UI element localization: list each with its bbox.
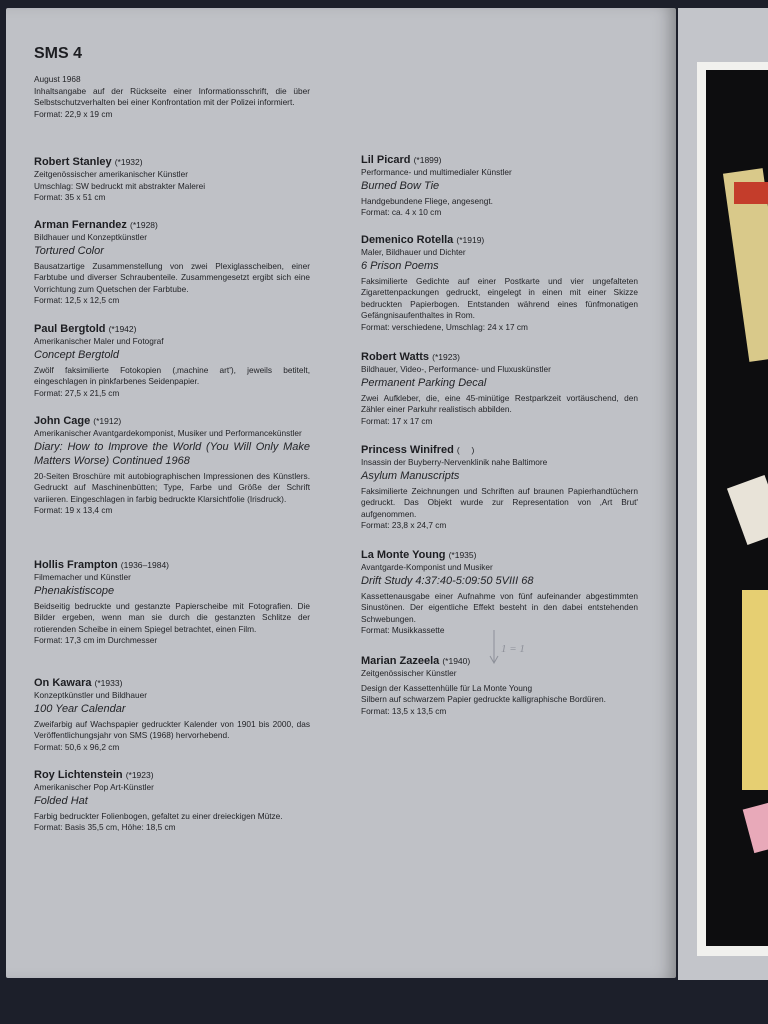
work-description: Beidseitig bedruckte und gestanzte Papierscheibe mit Fotografien. Die Bilder ergeben, wenn man sie durch die gestanzten Schlitze der rotierenden Scheibe in einem Spiegel betrachtet, einen Film.: [34, 600, 310, 634]
artist-name: On Kawara: [34, 677, 92, 689]
artist-years: (1936–1984): [120, 560, 170, 570]
work-description: Zwölf faksimilierte Fotokopien (‚machine art'), jeweils betitelt, eingeschlagen in pinkfarbenes Seidenpapier.: [34, 364, 310, 387]
work-title: Tortured Color: [34, 244, 104, 257]
artist-role: Avantgarde-Komponist und Musiker: [361, 562, 493, 572]
artist-years: (*1928): [129, 220, 158, 230]
work-title: Drift Study 4:37:40-5:09:50 5VIII 68: [361, 574, 534, 587]
header-block: [34, 74, 310, 120]
header-description: Inhaltsangabe auf der Rückseite einer Informationsschrift, die über Selbstschutzverhalten bei einer Konfrontation mit der Polizei informiert.: [34, 85, 310, 108]
work-description: Zwei Aufkleber, die, eine 45-minütige Restparkzeit vortäuschend, den Zähler einer Parkuhr realistisch abbilden.: [361, 392, 638, 415]
work-description: Zweifarbig auf Wachspapier gedruckter Kalender von 1901 bis 2000, das Veröffentlichungsjahr von SMS (1968) hervorhebend.: [34, 718, 310, 741]
work-format: Format: verschiedene, Umschlag: 24 x 17 cm: [361, 321, 528, 332]
header-date: August 1968: [34, 74, 81, 84]
work-format: Format: ca. 4 x 10 cm: [361, 207, 442, 218]
artist-name: Robert Watts: [361, 351, 430, 363]
work-format: Format: 35 x 51 cm: [34, 192, 106, 203]
artist-heading: [34, 558, 310, 572]
artist-heading: [34, 414, 310, 428]
work-description: Faksimilierte Zeichnungen und Schriften auf braunen Papierhandtüchern gedruckt. Das Objekt wurde zur Representation von ‚Art Brut' aufgenommen.: [361, 485, 638, 519]
artist-years: (*1919): [456, 235, 485, 245]
work-description: Design der Kassettenhülle für La Monte Young Silbern auf schwarzem Papier gedruckte kalligraphische Bordüren.: [361, 682, 606, 705]
artist-name: Roy Lichtenstein: [34, 769, 123, 781]
work-format: Format: Basis 35,5 cm, Höhe: 18,5 cm: [34, 822, 176, 833]
artist-years: (*1942): [108, 324, 137, 334]
work-format: Format: 23,8 x 24,7 cm: [361, 520, 447, 531]
work-description: Bausatzartige Zusammenstellung von zwei Plexiglasscheiben, einer Farbtube und diverser Schraubenteile. Zusammengesetzt ergibt sich eine Vorrichtung zum Quetschen der Farbtube.: [34, 260, 310, 294]
artist-role: Konzeptkünstler und Bildhauer: [34, 690, 148, 700]
artist-years: (*1933): [94, 678, 123, 688]
entry: [361, 443, 638, 532]
artist-role: Zeitgenössischer Künstler: [361, 668, 457, 678]
work-format: Format: 17,3 cm im Durchmesser: [34, 635, 158, 646]
artist-heading: [34, 768, 310, 782]
artist-role: Amerikanischer Pop Art-Künstler: [34, 782, 154, 792]
artist-heading: [34, 155, 310, 169]
work-format: Format: 13,5 x 13,5 cm: [361, 705, 447, 716]
work-title: Phenakistiscope: [34, 584, 115, 597]
artist-heading: [361, 443, 638, 457]
work-description: Kassettenausgabe einer Aufnahme von fünf aufeinander abgestimmten Sinustönen. Der eigentliche Effekt besteht in den dabei entstehenden Schwebungen.: [361, 590, 638, 624]
artist-heading: [34, 676, 310, 690]
photo-object-paper: [727, 475, 768, 545]
artist-role: Performance- und multimedialer Künstler: [361, 167, 512, 177]
artist-heading: [34, 218, 310, 232]
work-description: Farbig bedruckter Folienbogen, gefaltet zu einer dreieckigen Mütze.: [34, 810, 283, 821]
artist-role: Bildhauer, Video-, Performance- und Fluxuskünstler: [361, 364, 551, 374]
artist-name: La Monte Young: [361, 549, 446, 561]
artist-role: Zeitgenössischer amerikanischer Künstler: [34, 169, 189, 179]
artist-role: Amerikanischer Avantgardekomponist, Musiker und Performancekünstler: [34, 428, 302, 438]
artist-years: (*1940): [442, 656, 471, 666]
entry: [361, 350, 638, 427]
photo-object-yellow-sheet: [742, 590, 768, 790]
artist-years: (*1899): [413, 155, 442, 165]
entry: [34, 218, 310, 307]
work-description: Umschlag: SW bedruckt mit abstrakter Malerei: [34, 180, 206, 191]
work-format: Format: 12,5 x 12,5 cm: [34, 295, 120, 306]
work-format: Format: 17 x 17 cm: [361, 415, 433, 426]
artist-heading: [34, 322, 310, 336]
artist-heading: [361, 350, 638, 364]
pencil-note: 1 = 1: [501, 643, 525, 655]
work-format: Format: 27,5 x 21,5 cm: [34, 387, 120, 398]
artist-name: Paul Bergtold: [34, 323, 106, 335]
artist-heading: [361, 233, 638, 247]
artist-years: (*1923): [125, 770, 154, 780]
artwork-photo: [706, 70, 768, 946]
artist-role: Filmemacher und Künstler: [34, 572, 131, 582]
entry: [34, 558, 310, 647]
artist-role: Bildhauer und Konzeptkünstler: [34, 232, 148, 242]
pencil-annotation: [488, 628, 532, 666]
entry: [34, 414, 310, 517]
artist-years: (*1932): [114, 157, 143, 167]
work-description: 20-Seiten Broschüre mit autobiographischen Impressionen des Künstlers. Gedruckt auf Maschinenbütten; Type, Farbe und Größe der Schrift variieren. Eingeschlagen in farbig bedruckte Klarsichtfolie (Irisdruck).: [34, 470, 310, 504]
artist-role: Insassin der Buyberry-Nervenklinik nahe Baltimore: [361, 457, 548, 467]
artist-years: (*1923): [432, 352, 460, 362]
artist-name: Demenico Rotella: [361, 234, 454, 246]
artist-role: Amerikanischer Maler und Fotograf: [34, 336, 164, 346]
entry: [34, 676, 310, 753]
artist-name: Marian Zazeela: [361, 655, 440, 667]
artist-name: John Cage: [34, 415, 91, 427]
artist-name: Robert Stanley: [34, 156, 112, 168]
work-description: Faksimilierte Gedichte auf einer Postkarte und vier ungefalteten Zigarettenpackungen gedruckt, eingelegt in einen mit einer Skizze bedruckten Papierbogen. Entstanden während eines fünfmonatigen Gefängnisaufenthaltes in Rom.: [361, 275, 638, 321]
artist-years: (*1912): [93, 416, 122, 426]
work-title: Diary: How to Improve the World (You Will Only Make Matters Worse) Continued 1968: [34, 440, 310, 467]
work-title: 100 Year Calendar: [34, 702, 126, 715]
entry: [34, 155, 310, 204]
artist-name: Hollis Frampton: [34, 559, 118, 571]
work-title: Concept Bergtold: [34, 348, 119, 361]
work-title: Permanent Parking Decal: [361, 376, 487, 389]
work-title: 6 Prison Poems: [361, 259, 439, 272]
entry: [34, 768, 310, 834]
artist-name: Lil Picard: [361, 154, 411, 166]
artist-years: ( ): [456, 445, 475, 455]
artist-heading: [361, 548, 638, 562]
entry: [361, 233, 638, 334]
artist-years: (*1935): [448, 550, 477, 560]
entry: [361, 153, 638, 219]
header-format: Format: 22,9 x 19 cm: [34, 108, 113, 119]
work-title: Folded Hat: [34, 794, 88, 807]
work-format: Format: 19 x 13,4 cm: [34, 505, 113, 516]
photo-object-pink-sheet: [743, 802, 768, 853]
artist-name: Arman Fernandez: [34, 219, 127, 231]
artist-role: Maler, Bildhauer und Dichter: [361, 247, 466, 257]
pencil-arrow: [490, 630, 498, 663]
entry: [34, 322, 310, 399]
work-description: Handgebundene Fliege, angesengt.: [361, 195, 493, 206]
work-format: Format: Musikkassette: [361, 625, 445, 636]
page-title: SMS 4: [34, 45, 83, 62]
artist-name: Princess Winifred: [361, 444, 454, 456]
work-format: Format: 50,6 x 96,2 cm: [34, 741, 120, 752]
photo-object-red-label: [734, 182, 768, 204]
artist-heading: [361, 153, 638, 167]
entry: [361, 548, 638, 637]
work-title: Burned Bow Tie: [361, 179, 440, 192]
work-title: Asylum Manuscripts: [361, 469, 460, 482]
